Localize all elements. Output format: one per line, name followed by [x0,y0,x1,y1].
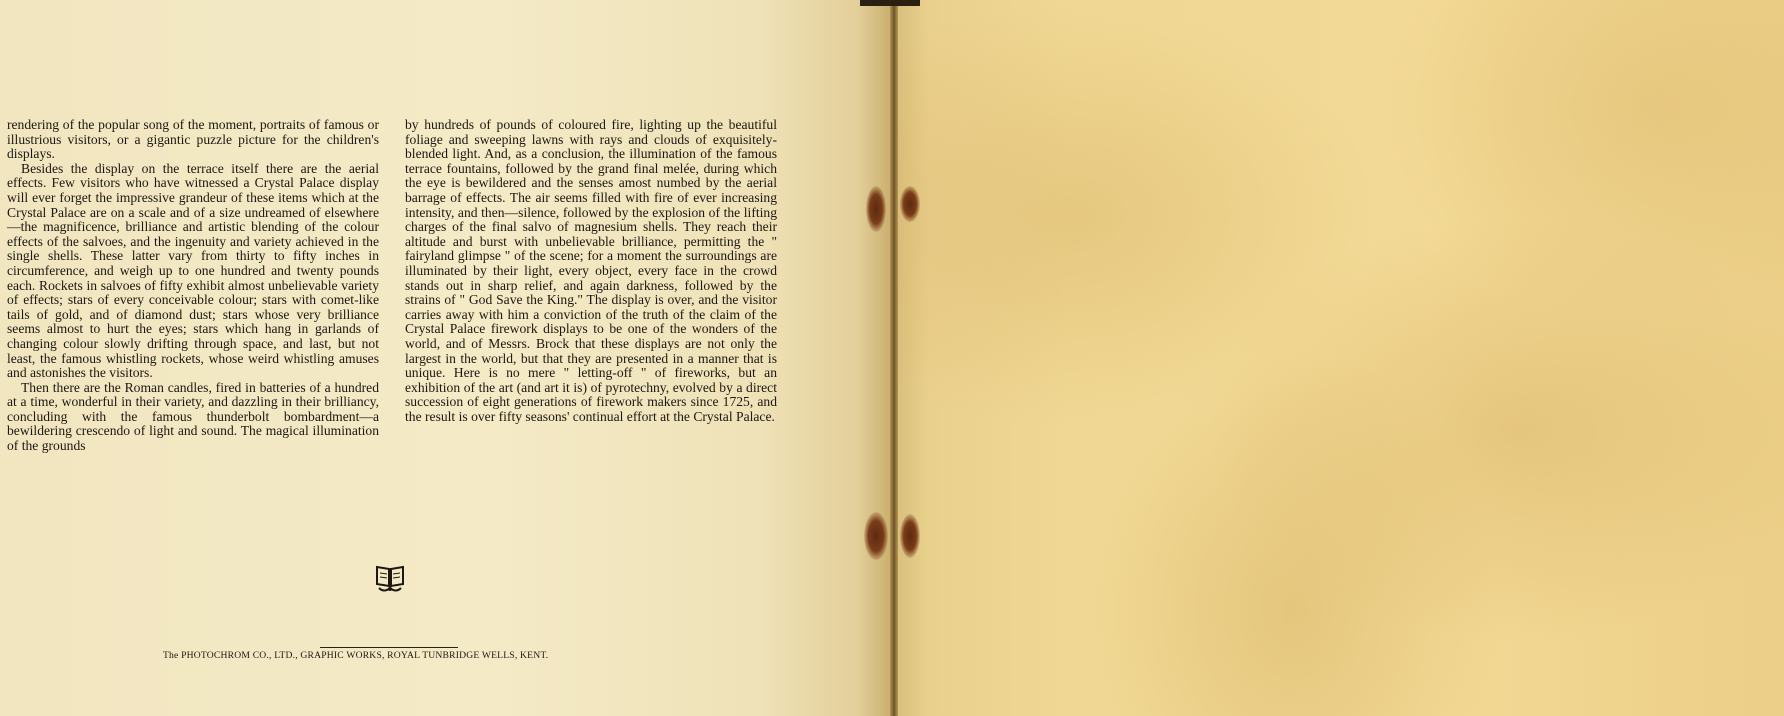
printer-imprint: The PHOTOCHROM CO., LTD., GRAPHIC WORKS, ROYAL TUNBRIDGE WELLS, KENT. [163,650,549,661]
rust-stain [900,186,920,222]
right-page-blank [893,0,1784,716]
rust-stain [866,186,886,232]
book-gutter [890,0,898,716]
spine-shadow [860,0,920,6]
rust-stain [864,512,888,560]
paragraph: Then there are the Roman candles, fired in batteries of a hundred at a time, wonderful in their variety, and dazzling in their brilliancy, concluding with the famous thunderbolt bombardment—a bewildering crescendo of light and sound. The magical illumination of the grounds [7,379,379,454]
open-book-icon [374,564,406,594]
paragraph: rendering of the popular song of the moment, portraits of famous or illustrious visitors, or a gigantic puzzle picture for the children's displays. [7,117,379,162]
paragraph: by hundreds of pounds of coloured fire, lighting up the beautiful foliage and sweeping lawns with rays and clouds of exquisitely-blended light. And, as a conclusion, the illumination of the famous terrace fountains, followed by the grand final melée, during which the eye is bewildered and the senses amost numbed by the aerial barrage of effects. The air seems filled with fire of ever increasing intensity, and then—silence, followed by the explosion of the lifting charges of the final salvo of magnesium shells. They reach their altitude and burst with unbelievable brilliance, permitting the " fairyland glimpse " of the scene; for a moment the surroundings are illuminated by their light, every object, every face in the crowd stands out in sharp relief, and again darkness, followed by the strains of " God Save the King." The display is over, and the visitor carries away with him a conviction of the truth of the claim of the Crystal Palace firework displays to be one of the wonders of the world, and of Messrs. Brock that these displays are not only the largest in the world, but that they are presented in a manner that is unique. Here is no mere " letting-off " of fireworks, but an exhibition of the art (and art it is) of pyrotechny, evolved by a direct succession of eight generations of firework makers since 1725, and the result is over fifty seasons' continual effort at the Crystal Palace. [405,117,777,424]
rust-stain [900,514,920,558]
paragraph: Besides the display on the terrace itself there are the aerial effects. Few visitors who have witnessed a Crystal Palace display will ever forget the impressive grandeur of these items which at the Crystal Palace are on a scale and of a size undreamed of elsewhere—the magnificence, brilliance and artistic blending of the colour effects of the salvoes, and the ingenuity and variety achieved in the single shells. These latter vary from thirty to fifty inches in circumference, and weigh up to one hundred and twenty pounds each. Rockets in salvoes of fifty exhibit almost unbelievable variety of effects; stars of every conceivable colour; stars with comet-like tails of gold, and of diamond dust; stars whose very brilliance seems almost to hurt the eyes; stars which hang in garlands of changing colour slowly drifting through space, and last, but not least, the famous whistling rockets, whose weird whistling amuses and astonishes the visitors. [7,160,379,381]
text-column-left [7,118,379,454]
text-column-right [405,118,777,424]
footer-rule [320,647,458,648]
